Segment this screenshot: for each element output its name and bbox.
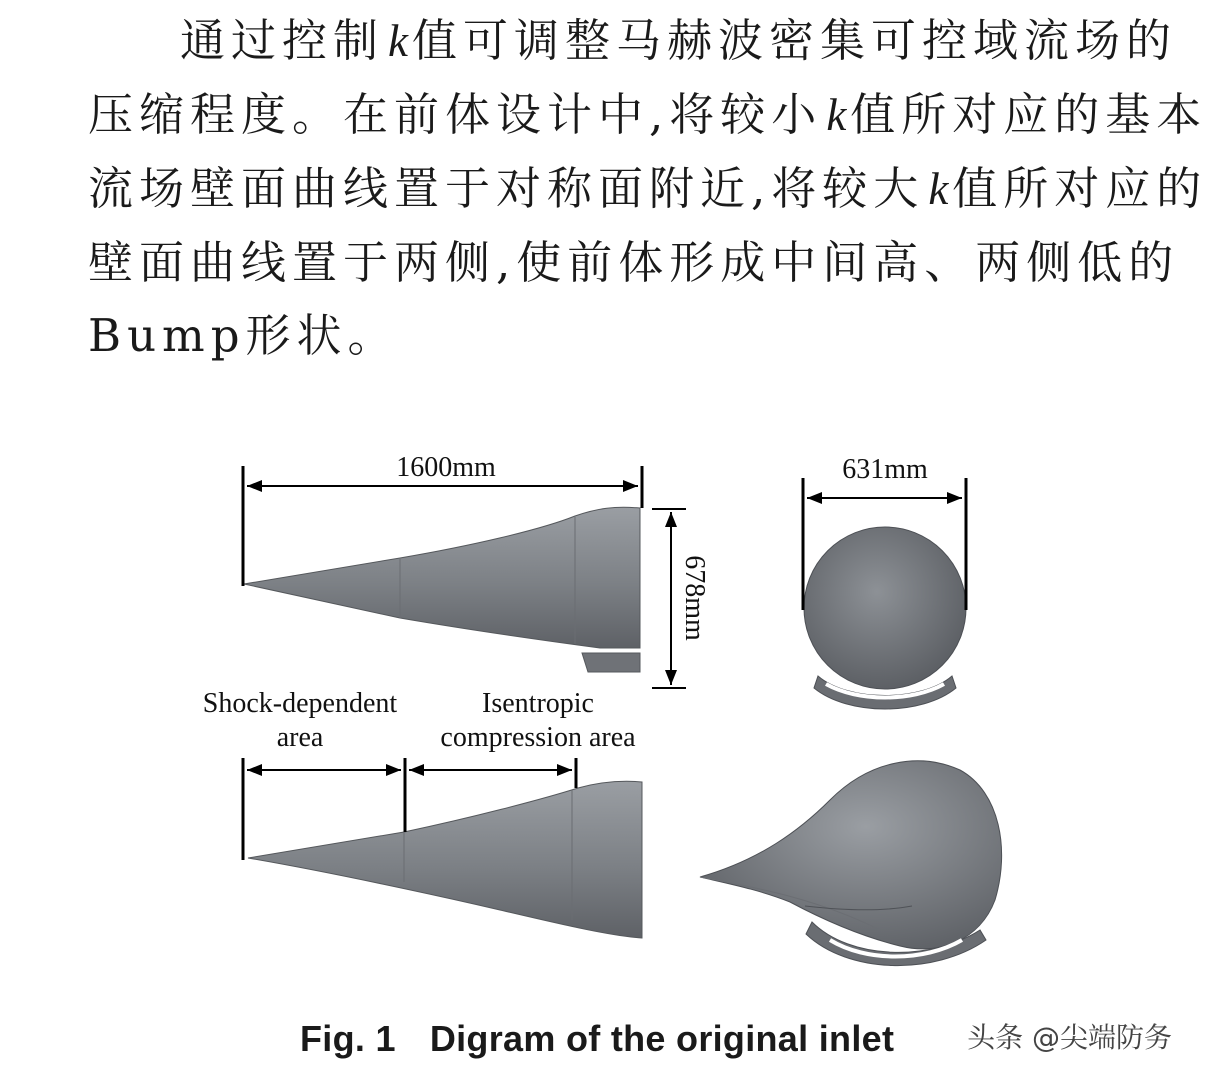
paragraph-line-3 (88, 152, 1207, 226)
figure-title: Digram of the original inlet (429, 1018, 895, 1059)
text-segment: 通过控制 (180, 14, 385, 67)
front-view (803, 454, 966, 709)
paragraph-line-2 (88, 78, 1207, 152)
label-shock-line2: area (276, 722, 324, 753)
paragraph-line-5: Bump形状。 (88, 309, 399, 362)
inlet-figure (0, 440, 1200, 1000)
label-isentropic-line1: Isentropic (482, 688, 594, 719)
figure-caption (300, 1018, 894, 1060)
label-isentropic-line2: compression area (440, 722, 636, 753)
figure-number: Fig. 1 (300, 1018, 396, 1059)
text-segment: 流场壁面曲线置于对称面附近,将较大 (88, 162, 925, 215)
italic-k: k (388, 16, 408, 66)
forebody-bottom-shape (248, 781, 642, 938)
text-segment: 值所对应的 (952, 162, 1207, 215)
body-paragraph (88, 4, 1207, 372)
text-segment: 值可调整马赫波密集可控域流场的 (412, 14, 1178, 67)
dim-height-label: 678mm (679, 555, 710, 641)
label-shock-line1: Shock-dependent (202, 688, 398, 719)
text-segment: 值所对应的基本 (850, 88, 1207, 141)
italic-k: k (826, 90, 847, 140)
side-view-bottom (203, 688, 642, 938)
dim-length-label: 1600mm (396, 452, 496, 483)
paragraph-line-4: 壁面曲线置于两侧,使前体形成中间高、两侧低的 (88, 236, 1180, 289)
dim-width-label: 631mm (842, 454, 928, 485)
side-view-top (243, 452, 710, 688)
isometric-view (700, 761, 1002, 966)
italic-k: k (928, 164, 949, 214)
paragraph-line-1 (88, 4, 1178, 78)
forebody-side-shape (244, 507, 640, 648)
front-disc (804, 527, 966, 689)
watermark: 头条 @尖端防务 (967, 1021, 1172, 1054)
lip-shape (582, 653, 640, 672)
text-segment: 压缩程度。在前体设计中,将较小 (88, 88, 823, 141)
isometric-body (700, 761, 1002, 949)
